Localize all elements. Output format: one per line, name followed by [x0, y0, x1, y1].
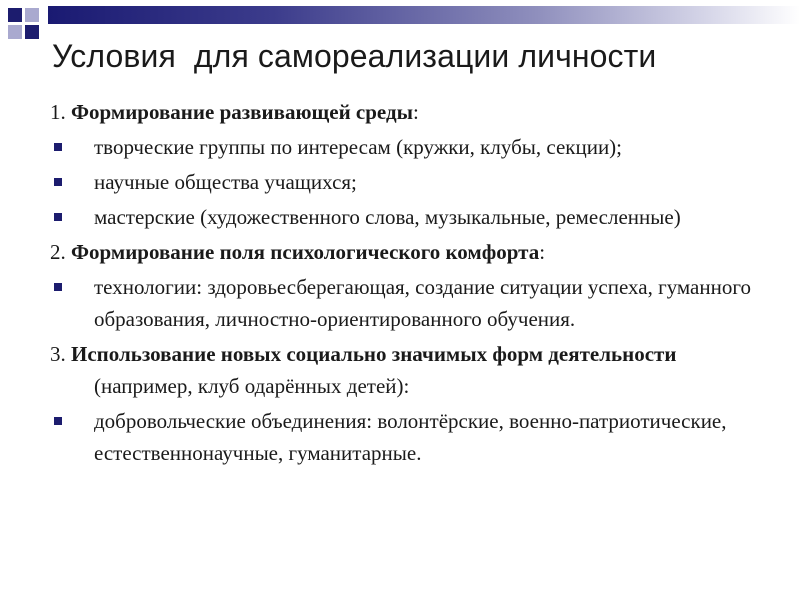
section-number: 3. — [50, 342, 66, 366]
bullet-item — [50, 131, 770, 163]
bullet-text: технологии: здоровьесберегающая, создание ситуации успеха, гуманного образования, личностно-ориентированного обучения. — [94, 275, 751, 331]
bullet-item — [50, 271, 770, 335]
section-heading-colon: : — [539, 240, 546, 264]
section-heading-text: Формирование развивающей среды — [71, 100, 413, 124]
section-number: 2. — [50, 240, 66, 264]
corner-square-icon — [8, 25, 22, 39]
header-gradient-band — [48, 6, 800, 24]
corner-square-icon — [25, 8, 39, 22]
corner-square-icon — [8, 8, 22, 22]
bullet-text: творческие группы по интересам (кружки, клубы, секции); — [94, 135, 623, 159]
section-heading — [50, 96, 770, 128]
bullet-item — [50, 166, 770, 198]
section-heading — [50, 338, 770, 402]
section-number: 1. — [50, 100, 66, 124]
square-bullet-icon — [54, 213, 62, 221]
section-heading-text: Использование новых социально значимых форм деятельности — [71, 342, 677, 366]
slide-title: Условия для самореализации личности — [52, 38, 657, 74]
bullet-item — [50, 405, 770, 469]
bullet-text: добровольческие объединения: волонтёрские, военно-патриотические, естественнонаучные, гуманитарные. — [94, 409, 727, 465]
section-heading — [50, 236, 770, 268]
square-bullet-icon — [54, 283, 62, 291]
bullet-item — [50, 201, 770, 233]
bullet-text: научные общества учащихся; — [94, 170, 357, 194]
section-heading-colon: : — [412, 100, 419, 124]
slide-content — [50, 96, 770, 472]
section-heading-text: Формирование поля психологического комфорта — [71, 240, 540, 264]
section-1 — [50, 96, 770, 233]
square-bullet-icon — [54, 143, 62, 151]
bullet-text: мастерские (художественного слова, музыкальные, ремесленные) — [94, 205, 681, 229]
square-bullet-icon — [54, 417, 62, 425]
section-2 — [50, 236, 770, 335]
square-bullet-icon — [54, 178, 62, 186]
section-heading-tail: (например, клуб одарённых детей): — [94, 374, 410, 398]
section-3 — [50, 338, 770, 469]
corner-square-icon — [25, 25, 39, 39]
